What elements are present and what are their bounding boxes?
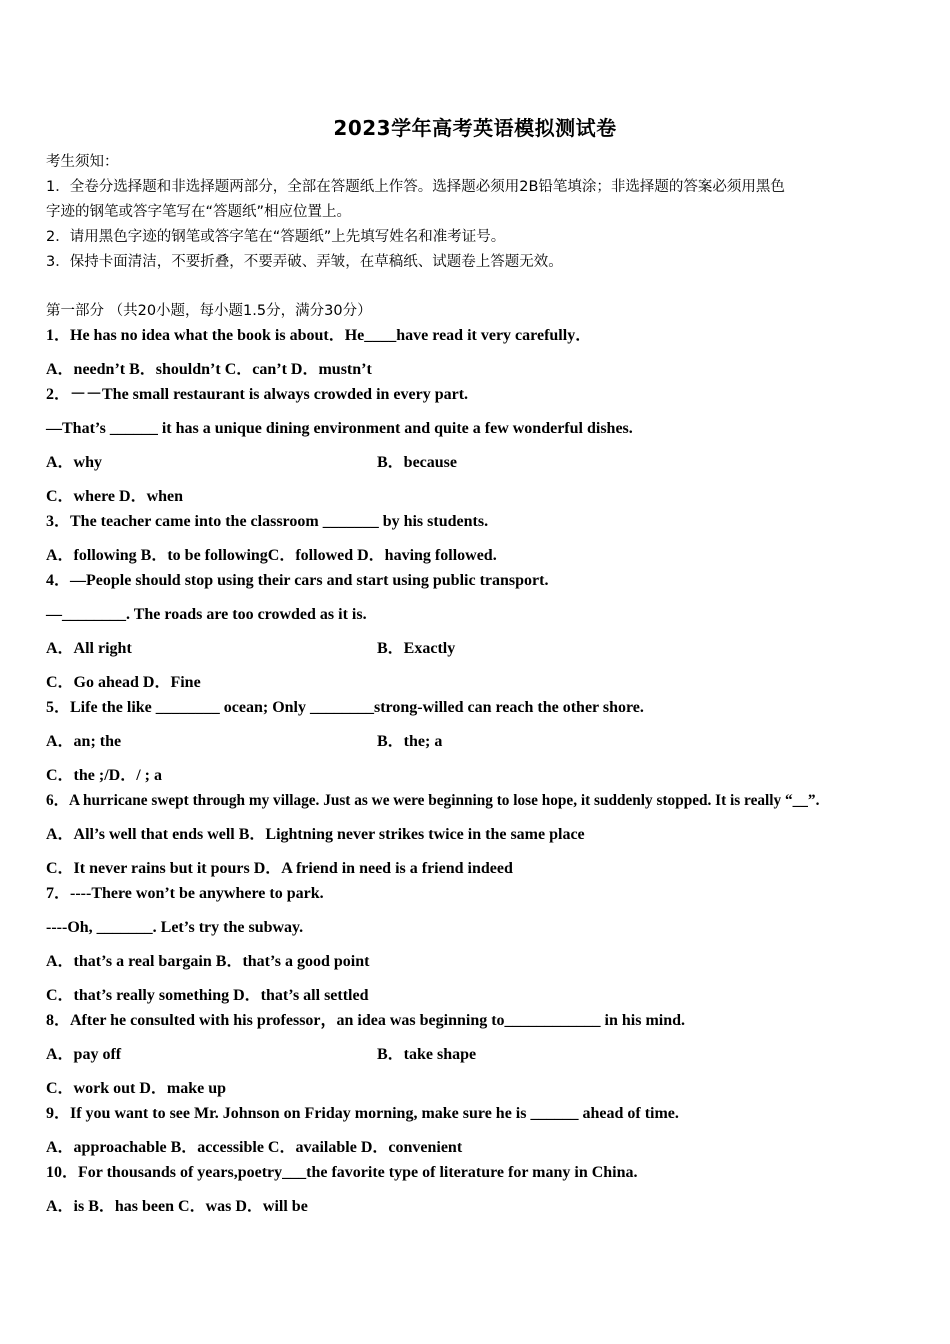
page-title: 2023学年高考英语模拟测试卷: [333, 116, 617, 140]
question-8-option-a: A．pay off: [46, 1046, 122, 1063]
question-8-option-b: B．take shape: [377, 1046, 477, 1063]
notice-line-1a: 1．全卷分选择题和非选择题两部分，全部在答题纸上作答。选择题必须用2B铅笔填涂；非选择题的答案必须用黑色: [46, 179, 785, 195]
notice-line-1b: 字迹的钢笔或答字笔写在“答题纸”相应位置上。: [46, 204, 352, 220]
question-2-option-a: A．why: [46, 454, 103, 471]
question-10-stem: 10．For thousands of years,poetry___the favorite type of literature for many in China.: [46, 1164, 638, 1181]
question-6-options-ab: A．All’s well that ends well B．Lightning never strikes twice in the same place: [46, 826, 585, 843]
question-8-stem: 8．After he consulted with his professor，an idea was beginning to____________ in his mind.: [46, 1012, 686, 1029]
question-5-option-b: B．the; a: [377, 733, 443, 750]
question-2-stem: 2．－－The small restaurant is always crowded in every part.: [46, 386, 469, 403]
question-5-stem: 5．Life the like ________ ocean; Only ________strong-willed can reach the other shore.: [46, 699, 644, 716]
question-1-options: A．needn’t B．shouldn’t C．can’t D．mustn’t: [46, 361, 372, 378]
question-2-stem-2: —That’s ______ it has a unique dining environment and quite a few wonderful dishes.: [46, 420, 633, 437]
section-heading: 第一部分 （共20小题，每小题1.5分，满分30分）: [46, 303, 372, 319]
notice-heading: 考生须知：: [46, 154, 119, 170]
notice-line-2: 2．请用黑色字迹的钢笔或答字笔在“答题纸”上先填写姓名和准考证号。: [46, 229, 506, 245]
question-7-options-cd: C．that’s really something D．that’s all settled: [46, 987, 369, 1004]
question-9-stem: 9．If you want to see Mr. Johnson on Friday morning, make sure he is ______ ahead of time.: [46, 1105, 679, 1122]
question-7-options-ab: A．that’s a real bargain B．that’s a good point: [46, 953, 370, 970]
question-4-option-a: A．All right: [46, 640, 132, 657]
question-7-stem: 7．----There won’t be anywhere to park.: [46, 885, 324, 902]
question-7-stem-2: ----Oh, _______. Let’s try the subway.: [46, 919, 304, 936]
question-10-options: A．is B．has been C．was D．will be: [46, 1198, 308, 1215]
question-4-option-b: B．Exactly: [377, 640, 456, 657]
question-3-options: A．following B．to be followingC．followed D．having followed.: [46, 547, 497, 564]
question-3-stem: 3．The teacher came into the classroom _______ by his students.: [46, 513, 489, 530]
question-9-options: A．approachable B．accessible C．available D．convenient: [46, 1139, 463, 1156]
notice-line-3: 3．保持卡面清洁，不要折叠，不要弄破、弄皱，在草稿纸、试题卷上答题无效。: [46, 254, 563, 270]
question-5-options-cd: C．the ;/D．/ ; a: [46, 767, 162, 784]
question-4-options-cd: C．Go ahead D．Fine: [46, 674, 201, 691]
question-2-options-cd: C．where D．when: [46, 488, 184, 505]
question-6-stem: 6．A hurricane swept through my village. Just as we were beginning to lose hope, it suddenly stopped. It is really “__”.: [46, 792, 820, 809]
question-8-options-cd: C．work out D．make up: [46, 1080, 227, 1097]
question-4-stem-2: —________. The roads are too crowded as it is.: [46, 606, 367, 623]
question-6-options-cd: C．It never rains but it pours D．A friend in need is a friend indeed: [46, 860, 513, 877]
question-2-option-b: B．because: [377, 454, 458, 471]
question-4-stem: 4．—People should stop using their cars and start using public transport.: [46, 572, 549, 589]
question-5-option-a: A．an; the: [46, 733, 122, 750]
question-1-stem: 1．He has no idea what the book is about．He____have read it very carefully．: [46, 327, 592, 344]
